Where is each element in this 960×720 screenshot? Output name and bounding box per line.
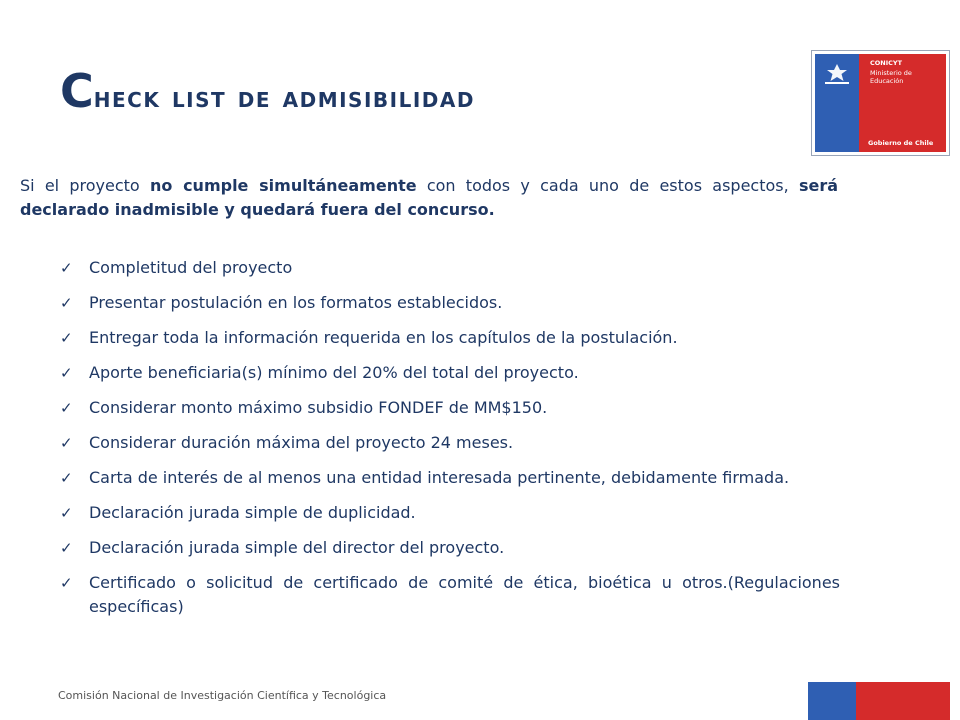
list-item-text: Presentar postulación en los formatos establecidos. [89, 293, 503, 312]
checkmark-icon: ✓ [60, 399, 73, 417]
slide-title-rest: heck list de admisibilidad [93, 80, 475, 114]
list-item-text: Declaración jurada simple del director del proyecto. [89, 538, 505, 557]
checkmark-icon: ✓ [60, 504, 73, 522]
list-item-text: Entregar toda la información requerida en los capítulos de la postulación. [89, 328, 678, 347]
list-item [60, 326, 840, 350]
checkmark-icon: ✓ [60, 329, 73, 347]
flag-blue-block [808, 682, 856, 720]
checkmark-icon: ✓ [60, 434, 73, 452]
slide-title-initial: C [60, 64, 94, 118]
list-item [60, 256, 840, 280]
list-item [60, 501, 840, 525]
chile-coat-of-arms-icon [822, 62, 852, 88]
conicyt-logo [811, 50, 950, 156]
footer-institution: Comisión Nacional de Investigación Científica y Tecnológica [58, 689, 387, 702]
logo-org-name: CONICYT [870, 59, 903, 67]
list-item-text: Aporte beneficiaria(s) mínimo del 20% del total del proyecto. [89, 363, 579, 382]
checkmark-icon: ✓ [60, 469, 73, 487]
intro-paragraph [20, 174, 838, 222]
checkmark-icon: ✓ [60, 539, 73, 557]
flag-red-block [856, 682, 950, 720]
list-item-text: Carta de interés de al menos una entidad interesada pertinente, debidamente firmada. [89, 468, 790, 487]
footer-flag-bar [808, 682, 950, 720]
intro-bold-1: no cumple simultáneamente [149, 176, 417, 195]
intro-text-1: Si el proyecto [20, 176, 150, 195]
checkmark-icon: ✓ [60, 574, 73, 592]
intro-bold-2: será declarado inadmisible y quedará fuera del concurso. [20, 176, 838, 219]
list-item [60, 291, 840, 315]
list-item [60, 396, 840, 420]
intro-text-2: con todos y cada uno de estos aspectos, [416, 176, 799, 195]
admissibility-checklist [60, 256, 840, 619]
list-item-text: Completitud del proyecto [89, 258, 293, 277]
slide-title [60, 64, 475, 118]
list-item [60, 536, 840, 560]
list-item [60, 431, 840, 455]
checkmark-icon: ✓ [60, 294, 73, 312]
list-item-text: Declaración jurada simple de duplicidad. [89, 503, 416, 522]
checkmark-icon: ✓ [60, 259, 73, 277]
list-item-text: Considerar monto máximo subsidio FONDEF de MM$150. [89, 398, 548, 417]
checkmark-icon: ✓ [60, 364, 73, 382]
list-item [60, 361, 840, 385]
logo-ministry: Ministerio de Educación [870, 69, 912, 85]
list-item [60, 466, 840, 490]
list-item-text: Considerar duración máxima del proyecto 24 meses. [89, 433, 514, 452]
list-item-text: Certificado o solicitud de certificado de comité de ética, bioética u otros.(Regulaciones específicas) [89, 573, 840, 616]
list-item [60, 571, 840, 619]
logo-government: Gobierno de Chile [868, 139, 934, 147]
